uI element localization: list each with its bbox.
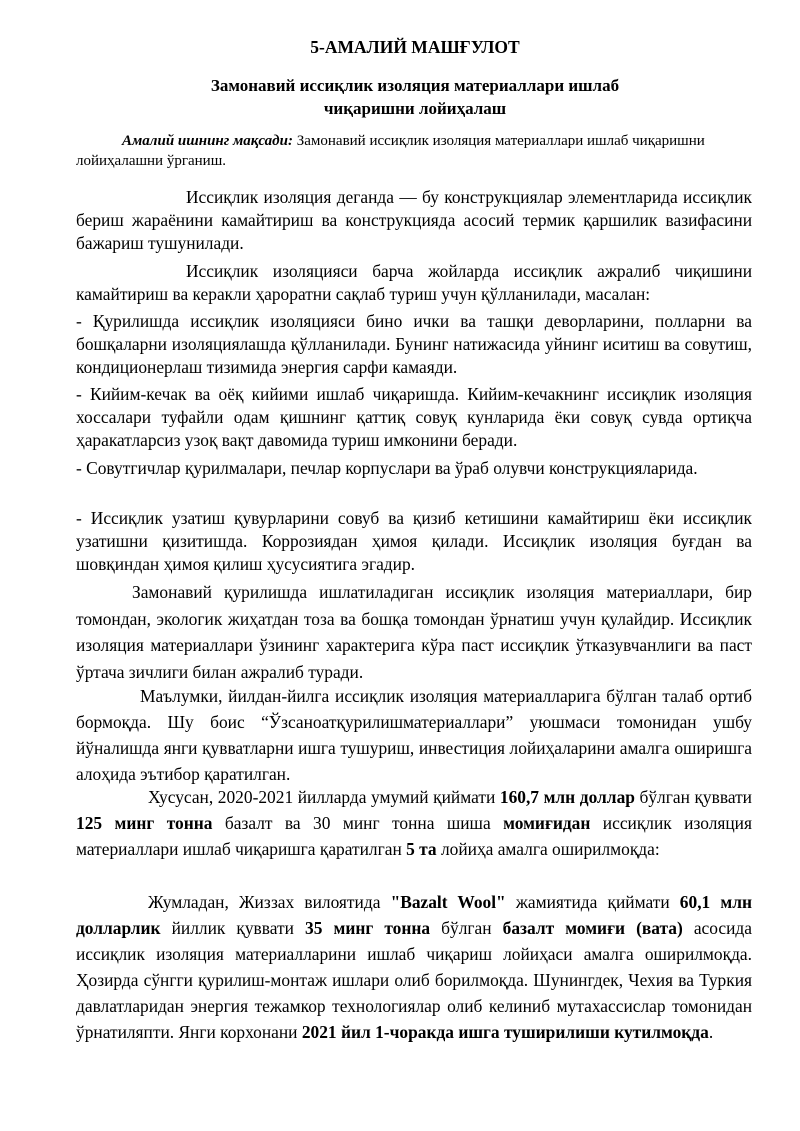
projects-text-3: базалт ва 30 минг тонна шиша [212,812,504,833]
projects-count: 5 та [406,838,437,859]
subtitle-line-2: чиқаришни лойиҳалаш [323,99,507,118]
list-item-clothing: - Кийим-кечак ва оёқ кийими ишлаб чиқаришда. Кийим-кечакнинг иссиқлик изоляция хоссалари туфайли одам қишнинг қаттиқ совуқ кунларида ёки совуқ сувда ортиқча ҳаракатларсиз узоқ вақт давомида туриш имконини беради. [76,384,752,450]
bazalt-cost: 60,1 млн долларлик [76,892,753,938]
purpose-label: Амалий ишнинг мақсади: [122,133,293,149]
projects-capacity: 125 минг тонна [76,812,213,833]
paragraph-projects [76,785,752,862]
list-item-refrigerators: - Совутгичлар қурилмалари, печлар корпуслари ва ўраб олувчи конструкцияларида. [76,458,698,478]
projects-text-2: бўлган қуввати [634,787,752,807]
projects-cost: 160,7 млн доллар [499,787,635,807]
bazalt-capacity: 35 минг тонна [305,918,431,938]
paragraph-demand: Маълумки, йилдан-йилга иссиқлик изоляция материалларига бўлган талаб ортиб бормоқда. Шу боис “Ўзсаноатқурилишматериаллари” уюшмаси томонидан ушбу йўналишда янги қувватларни ишга тушуриш, инвестиция лойиҳаларини амалга оширишга алоҳида эътибор қаратилган. [76,686,752,784]
bazalt-launch-date: 2021 йил 1-чоракда ишга туширилиши кутилмоқда [301,1022,709,1042]
projects-wool: момиғидан [503,812,591,833]
bazalt-product: базалт момиғи (вата) [502,918,683,938]
paragraph-modern-materials: Замонавий қурилишда ишлатиладиган иссиқлик изоляция материаллари, бир томондан, экологик жиҳатдан тоза ва бошқа томондан ўрнатиш учун қулайдир. Иссиқлик изоляция материаллари ўзининг характерига кўра паст иссиқлик ўтказувчанлиги ва паст ўртача зичлиги билан ажралиб туради. [76,582,752,682]
projects-text-4: иссиқлик изоляция материаллари ишлаб чиқаришга қаратилган [76,812,752,859]
list-item-construction: - Қурилишда иссиқлик изоляцияси бино ички ва ташқи деворларини, полларни ва бошқаларни изоляциялашда қўлланилади. Бунинг натижасида уйнинг иситиш ва совутиш, кондиционерлаш тизимида энергия сарфи камаяди. [76,311,752,377]
document-subtitle [0,74,800,120]
subtitle-line-1: Замонавий иссиқлик изоляция материаллари ишлаб [210,76,620,95]
bazalt-text-1: Жумладан, Жиззах вилоятида [148,892,391,912]
page-title: 5-АМАЛИЙ МАШҒУЛОТ [310,37,520,57]
bazalt-text-3: йиллик қуввати [160,918,305,938]
bazalt-text-4: бўлган [430,918,503,938]
paragraph-usage: Иссиқлик изоляцияси барча жойларда иссиқлик ажралиб чиқишини камайтириш ва керакли ҳароратни сақлаб туриш учун қўлланилади, масалан: [76,261,752,304]
bazalt-text-5: асосида иссиқлик изоляция материалларини ишлаб чиқариш лойиҳаси амалга оширилмоқда. Ҳозирда сўнгги қурилиш-монтаж ишлари олиб борилмоқда. Шунингдек, Чехия ва Туркия давлатларидан энергия тежамкор технологиялар олиб келиниб мутахассислар томонидан ўрнатиляпти. Янги корхонани [76,918,752,1042]
bazalt-text-6: . [708,1022,714,1042]
bazalt-company: "Bazalt Wool" [390,892,506,912]
projects-text-5: лойиҳа амалга оширилмоқда: [436,838,660,859]
projects-text-1: Хусусан, 2020-2021 йилларда умумий қиймати [148,787,500,807]
purpose-text: Замонавий иссиқлик изоляция материаллари ишлаб чиқаришни лойиҳалашни ўрганиш. [76,133,705,169]
paragraph-bazalt-wool [76,889,752,1045]
paragraph-definition: Иссиқлик изоляция деганда — бу конструкциялар элементларида иссиқлик бериш жараёнини камайтириш ва конструкцияда асосий термик қаршилик вазифасини бажариш тушунилади. [76,187,752,253]
purpose-paragraph [76,131,756,171]
bazalt-text-2: жамиятида қиймати [505,892,680,912]
list-item-pipes: - Иссиқлик узатиш қувурларини совуб ва қизиб кетишини камайтириш ёки иссиқлик узатишни қизитишда. Коррозиядан ҳимоя қилади. Иссиқлик изоляция буғдан ва шовқиндан ҳимоя қилиш ҳусусиятига эгадир. [76,508,752,574]
